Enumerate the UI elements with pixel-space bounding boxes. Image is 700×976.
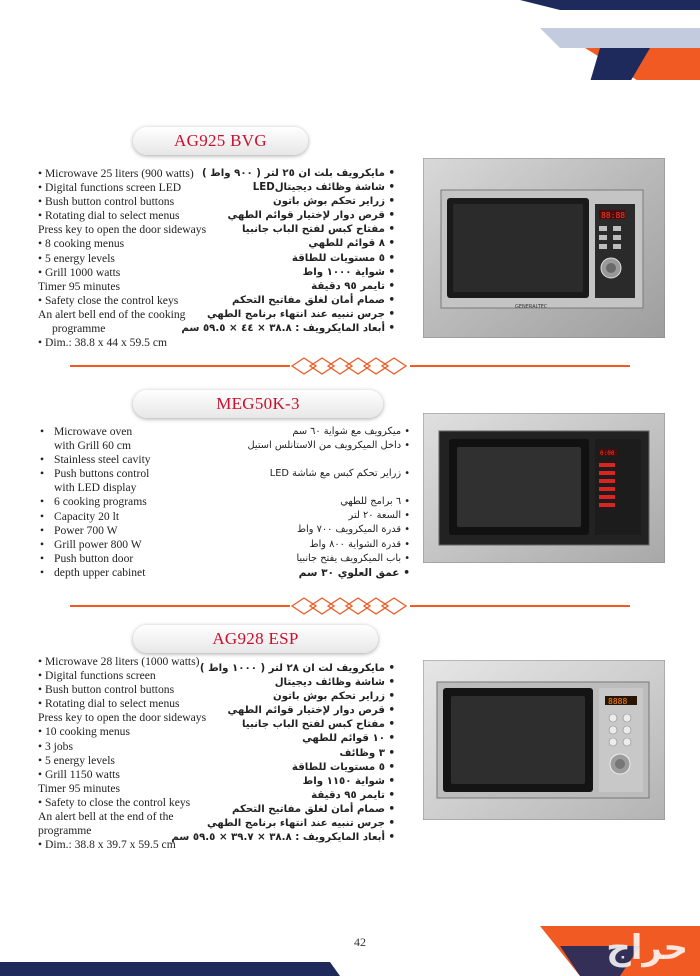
feature-item-ar: • تايمر ٩٥ دقيقة bbox=[171, 789, 395, 803]
feature-item: • 3 jobs bbox=[38, 740, 206, 754]
feature-item-ar: • صمام أمان لغلق مفاتيح التحكم bbox=[181, 294, 395, 308]
feature-item: Timer 95 minutes bbox=[38, 279, 121, 293]
feature-item-ar: • مايكرويف لت ان ٢٨ لتر ( ١٠٠٠ واط ) bbox=[171, 662, 395, 676]
feature-item-ar: • ٣ وظائف bbox=[171, 747, 395, 761]
feature-item: Press key to open the door sideways bbox=[38, 711, 207, 725]
feature-item: • Grill 1000 watts bbox=[38, 266, 206, 280]
page-number: 42 bbox=[354, 935, 366, 949]
feature-item-ar: • جرس تنبيه عند انتهاء برنامج الطهي bbox=[171, 817, 395, 831]
product-1-model-title: AG925 BVG bbox=[133, 127, 308, 155]
svg-text:88:88: 88:88 bbox=[601, 211, 626, 220]
watermark: حراج bbox=[606, 928, 688, 968]
feature-item: • 5 energy levels bbox=[38, 754, 206, 768]
product-3-model-title: AG928 ESP bbox=[133, 625, 378, 653]
feature-item-ar: • شواية ١١٥٠ واط bbox=[171, 775, 395, 789]
feature-item: • Safety to close the control keys bbox=[38, 796, 206, 810]
feature-item: • Microwave 28 liters (1000 watts) bbox=[38, 655, 206, 669]
feature-item-ar: • داخل الميكرويف من الاستانلس استيل bbox=[247, 439, 410, 453]
feature-item-ar: • مفتاح كبس لفتح الباب جانبيا bbox=[181, 223, 395, 237]
spacer bbox=[247, 453, 410, 467]
feature-item: • depth upper cabinet bbox=[40, 566, 151, 580]
section-divider bbox=[70, 594, 630, 618]
feature-item: with Grill 60 cm bbox=[54, 439, 131, 453]
feature-item: • 6 cooking programs bbox=[40, 495, 151, 509]
feature-item: • Digital functions screen LED bbox=[38, 181, 206, 195]
feature-item: • Stainless steel cavity bbox=[40, 453, 151, 467]
feature-item: Press key to open the door sideways bbox=[38, 223, 207, 237]
feature-item-ar: • عمق العلوي ٣٠ سم bbox=[247, 566, 410, 580]
svg-text:0:00: 0:00 bbox=[600, 450, 615, 457]
feature-item-ar: • تايمر ٩٥ دقيقة bbox=[181, 280, 395, 294]
feature-item: • 5 energy levels bbox=[38, 252, 206, 266]
feature-item-ar: • قدرة الشواية ٨٠٠ واط bbox=[247, 538, 410, 552]
feature-item: • Push button door bbox=[40, 552, 151, 566]
feature-item-ar: • ١٠ قوائم للطهي bbox=[171, 732, 395, 746]
feature-item: • Microwave 25 liters (900 watts) bbox=[38, 167, 206, 181]
brand-logo: GENERALTEC bbox=[515, 304, 548, 310]
product-2-model-title: MEG50K-3 bbox=[133, 390, 383, 418]
product-3-microwave-image bbox=[423, 660, 665, 820]
feature-item: An alert bell end of the cooking bbox=[38, 307, 186, 321]
feature-item: • Push buttons control bbox=[40, 467, 151, 481]
feature-item-ar: • شاشة وظائف ديجيتال bbox=[171, 676, 395, 690]
product-2-microwave-image bbox=[423, 413, 665, 563]
feature-item: • Dim.: 38.8 x 39.7 x 59.5 cm bbox=[38, 838, 206, 852]
feature-item-ar: • شاشة وظائف ديجيتالLED bbox=[181, 181, 395, 195]
section-divider bbox=[70, 354, 630, 378]
feature-item-ar: • قرص دوار لإختيار قوائم الطهي bbox=[181, 209, 395, 223]
feature-item: Timer 95 minutes bbox=[38, 781, 121, 795]
feature-item-ar: • ٥ مستويات للطاقة bbox=[171, 761, 395, 775]
feature-item-ar: • ٥ مستويات للطاقة bbox=[181, 252, 395, 266]
feature-item: • 10 cooking menus bbox=[38, 725, 206, 739]
svg-text:8888: 8888 bbox=[608, 697, 628, 706]
feature-item: • Bush button control buttons bbox=[38, 683, 206, 697]
feature-item: with LED display bbox=[54, 481, 137, 495]
product-3-features-ar bbox=[171, 662, 395, 845]
top-corner-decoration bbox=[0, 0, 700, 80]
feature-item: • Microwave oven bbox=[40, 425, 151, 439]
feature-item-ar: • قدرة الميكرويف ٧٠٠ واط bbox=[247, 523, 410, 537]
feature-item-ar: • زراير تحكم كبس مع شاشة LED bbox=[247, 467, 410, 481]
product-2-features-ar bbox=[247, 425, 410, 580]
feature-item-ar: • مفتاح كبس لفتح الباب جانبيا bbox=[171, 718, 395, 732]
feature-item: programme bbox=[52, 322, 106, 336]
feature-item-ar: • أبعاد المايكرويف : ٣٨.٨ × ٤٤ × ٥٩.٥ سم bbox=[181, 322, 395, 336]
feature-item: • Grill power 800 W bbox=[40, 538, 151, 552]
feature-item: • Dim.: 38.8 x 44 x 59.5 cm bbox=[38, 336, 206, 350]
feature-item-ar: • زراير تحكم بوش باتون bbox=[171, 690, 395, 704]
feature-item-ar: • ٨ قوائم للطهي bbox=[181, 237, 395, 251]
feature-item-ar: • شواية ١٠٠٠ واط bbox=[181, 266, 395, 280]
feature-item: • Digital functions screen bbox=[38, 669, 206, 683]
feature-item: An alert bell at the end of the bbox=[38, 810, 174, 824]
feature-item-ar: • زراير تحكم بوش باتون bbox=[181, 195, 395, 209]
feature-item-ar: • أبعاد المايكرويف : ٣٨.٨ × ٣٩.٧ × ٥٩.٥ سم bbox=[171, 831, 395, 845]
feature-item-ar: • قرص دوار لإختيار قوائم الطهي bbox=[171, 704, 395, 718]
feature-item: programme bbox=[38, 824, 92, 838]
product-1-features-ar bbox=[181, 167, 395, 336]
feature-item: • Rotating dial to select menus bbox=[38, 209, 206, 223]
product-2-features-en bbox=[40, 425, 151, 580]
feature-item-ar: • صمام أمان لغلق مفاتيح التحكم bbox=[171, 803, 395, 817]
feature-item: • Safety close the control keys bbox=[38, 294, 206, 308]
feature-item-ar: • باب الميكرويف يفتح جانبيا bbox=[247, 552, 410, 566]
product-1-microwave-image bbox=[423, 158, 665, 338]
spacer bbox=[247, 481, 410, 495]
feature-item-ar: • مايكرويف بلت ان ٢٥ لتر ( ٩٠٠ واط ) bbox=[181, 167, 395, 181]
bottom-corner-decoration bbox=[0, 896, 700, 976]
feature-item: • Bush button control buttons bbox=[38, 195, 206, 209]
feature-item-ar: • ٦ برامج للطهي bbox=[247, 495, 410, 509]
feature-item-ar: • السعة ٢٠ لتر bbox=[247, 509, 410, 523]
feature-item: • Power 700 W bbox=[40, 524, 151, 538]
feature-item-ar: • جرس تنبيه عند انتهاء برنامج الطهي bbox=[181, 308, 395, 322]
feature-item: • Grill 1150 watts bbox=[38, 768, 206, 782]
feature-item: • 8 cooking menus bbox=[38, 237, 206, 251]
feature-item: • Capacity 20 lt bbox=[40, 510, 151, 524]
feature-item-ar: • ميكرويف مع شواية ٦٠ سم bbox=[247, 425, 410, 439]
feature-item: • Rotating dial to select menus bbox=[38, 697, 206, 711]
